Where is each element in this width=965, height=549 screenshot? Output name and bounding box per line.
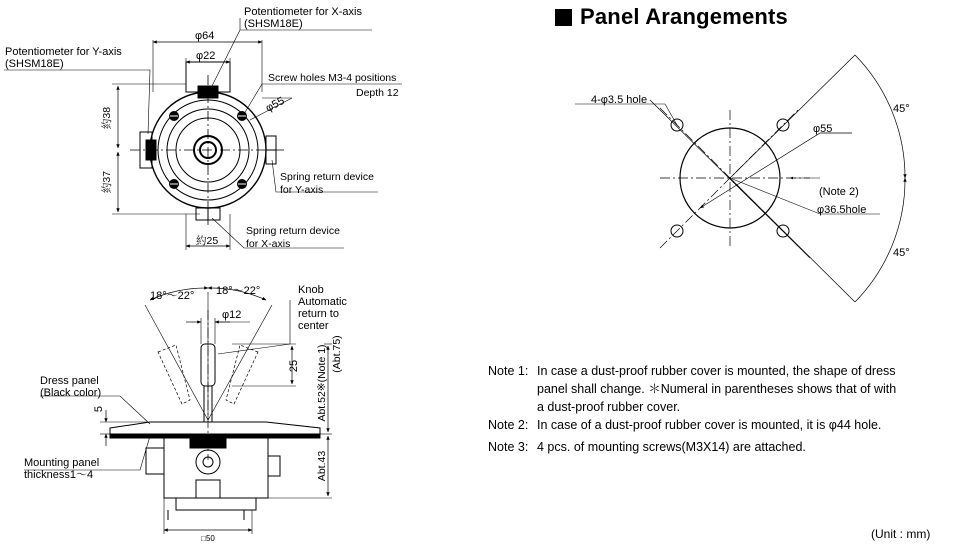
spring-x-label-1: Spring return device	[246, 225, 340, 237]
knob-label-1: Knob	[298, 284, 324, 296]
screw-holes-label: Screw holes M3-4 positions	[268, 72, 397, 84]
note-3	[488, 438, 896, 456]
dress-panel-label-2: (Black color)	[40, 387, 102, 399]
angle-top: 45°	[893, 103, 910, 115]
dress-panel-label-1: Dress panel	[40, 375, 99, 387]
spring-y-label-1: Spring return device	[280, 171, 374, 183]
dim-25-top: 約25	[196, 235, 219, 247]
dim-12: φ12	[222, 309, 242, 321]
mounting-panel-label-2: thickness1〜4	[24, 469, 94, 481]
knob-label-2: Automatic	[298, 296, 347, 308]
pot-y-label-2: (SHSM18E)	[5, 58, 64, 70]
spring-x-label-2: for X-axis	[246, 238, 291, 250]
dim-75: (Abt.75)	[331, 335, 343, 373]
knob-label-4: center	[298, 320, 329, 332]
section-heading	[555, 4, 788, 30]
angle-left: 18°〜22°	[150, 290, 195, 302]
note-1	[488, 362, 896, 416]
dim-22: φ22	[196, 50, 216, 62]
dim-55: φ55	[263, 94, 287, 115]
note-line: panel shall change. ＊Numeral in parentheses shows that of with	[537, 382, 897, 396]
dim-5: 5	[93, 405, 105, 413]
note-label: Note 3:	[488, 440, 529, 454]
spring-y-label-2: for Y-axis	[280, 184, 324, 196]
angle-bottom: 45°	[893, 247, 910, 259]
notes-block	[488, 362, 896, 456]
pot-y-label-1: Potentiometer for Y-axis	[5, 46, 122, 58]
center-hole-label: φ36.5hole	[817, 204, 867, 216]
dim-43: Abt.43	[316, 450, 328, 482]
dim-50: □50	[201, 534, 215, 543]
note-label: Note 2:	[488, 418, 529, 432]
holes-label: 4-φ3.5 hole	[591, 94, 648, 106]
dim-25-side: 25	[288, 359, 300, 373]
note-line: In case a dust-proof rubber cover is mounted, the shape of dress	[537, 364, 896, 378]
pot-x-label-1: Potentiometer for X-axis	[244, 6, 362, 18]
mounting-panel-label-1: Mounting panel	[24, 457, 100, 469]
note-line: In case of a dust-proof rubber cover is mounted, it is φ44 hole.	[537, 418, 882, 432]
heading-square-icon	[555, 9, 572, 26]
heading-text: Panel Arangements	[580, 4, 788, 29]
panel-arrangement	[575, 55, 905, 302]
side-view	[24, 288, 332, 534]
dim-52: Abt.52※(Note 1)	[316, 344, 328, 422]
dim-64: φ64	[195, 30, 215, 42]
dim-37: 約37	[101, 170, 113, 194]
note-2	[488, 416, 896, 434]
note-line: 4 pcs. of mounting screws(M3X14) are attached.	[537, 440, 806, 454]
knob-label-3: return to	[298, 308, 339, 320]
dim-38: 約38	[101, 106, 113, 130]
note-label: Note 1:	[488, 364, 529, 378]
screw-depth-label: Depth 12	[356, 87, 399, 99]
side-view-labels	[24, 284, 347, 543]
top-view-labels	[5, 6, 399, 250]
note-line: a dust-proof rubber cover.	[537, 400, 681, 414]
panel-dim-55: φ55	[813, 123, 833, 135]
note2-ref: (Note 2)	[819, 186, 859, 198]
pot-x-label-2: (SHSM18E)	[244, 18, 303, 30]
angle-right: 18°〜22°	[216, 285, 261, 297]
unit-label: (Unit : mm)	[871, 527, 931, 541]
